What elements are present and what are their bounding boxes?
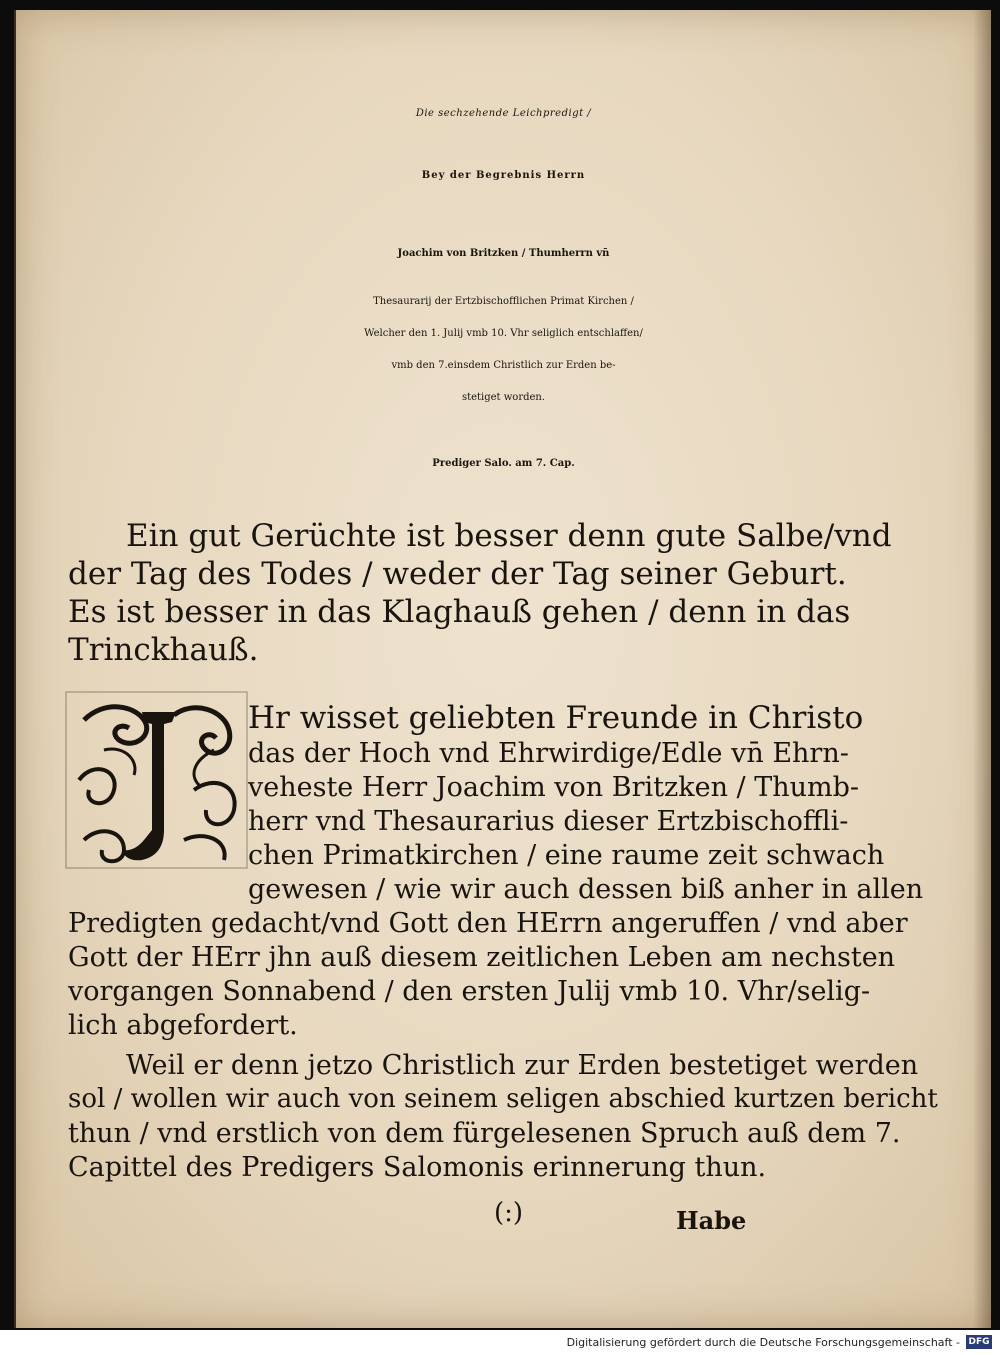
body-line: lich abgefordert. — [68, 1010, 298, 1041]
title-line: Welcher den 1. Julij vmb 10. Vhr seliglich entschlaffen/ — [364, 328, 643, 339]
quote-line: Es ist besser in das Klaghauß gehen / denn in das — [68, 594, 851, 630]
title-line: stetiget worden. — [461, 392, 546, 403]
sermon-headline: Bey der Begrebnis Herrn — [421, 170, 586, 181]
title-line: Thesaurarij der Ertzbischofflichen Primat Kirchen / — [373, 296, 634, 307]
quote-line: Trinckhauß. — [68, 632, 259, 668]
scripture-reference: Prediger Salo. am 7. Cap. — [432, 458, 575, 469]
body-line: chen Primatkirchen / eine raume zeit schwach — [248, 840, 885, 871]
body-line: gewesen / wie wir auch dessen biß anher in allen — [248, 874, 924, 905]
body-line: das der Hoch vnd Ehrwirdige/Edle vn̄ Ehrn- — [248, 738, 849, 769]
body-line: Hr wisset geliebten Freunde in Christo — [248, 700, 864, 736]
ornamental-initial-icon — [64, 690, 249, 870]
footer-bar — [0, 1330, 1000, 1355]
body-line: Weil er denn jetzo Christlich zur Erden bestetiget werden — [126, 1050, 919, 1081]
quote-line: Ein gut Gerüchte ist besser denn gute Salbe/vnd — [126, 518, 892, 554]
body-line: sol / wollen wir auch von seinem seligen abschied kurtzen bericht — [68, 1084, 938, 1114]
book-page — [14, 10, 991, 1328]
body-line: vorgangen Sonnabend / den ersten Julij vmb 10. Vhr/selig- — [68, 976, 871, 1007]
sermon-subtitle: Die sechzehende Leichpredigt / — [415, 108, 592, 119]
body-line: herr vnd Thesaurarius dieser Ertzbischoffli- — [248, 806, 849, 837]
body-line: Gott der HErr jhn auß diesem zeitlichen Leben am nechsten — [68, 942, 896, 973]
name-line: Joachim von Britzken / Thumherrn vn̄ — [397, 248, 610, 259]
funding-notice: Digitalisierung gefördert durch die Deutsche Forschungsgemeinschaft - — [566, 1336, 960, 1349]
title-line: vmb den 7.einsdem Christlich zur Erden be- — [391, 360, 616, 371]
body-line: Predigten gedacht/vnd Gott den HErrn angeruffen / vnd aber — [68, 908, 908, 939]
catchword: Habe — [676, 1206, 747, 1235]
quote-line: der Tag des Todes / weder der Tag seiner Geburt. — [68, 556, 847, 592]
body-line: veheste Herr Joachim von Britzken / Thumb- — [248, 772, 860, 803]
signature-mark: (:) — [494, 1198, 524, 1228]
body-line: Capittel des Predigers Salomonis erinnerung thun. — [68, 1152, 767, 1183]
body-line: thun / vnd erstlich von dem fürgelesenen Spruch auß dem 7. — [68, 1118, 901, 1149]
dfg-logo-icon[interactable]: DFG — [966, 1335, 992, 1349]
